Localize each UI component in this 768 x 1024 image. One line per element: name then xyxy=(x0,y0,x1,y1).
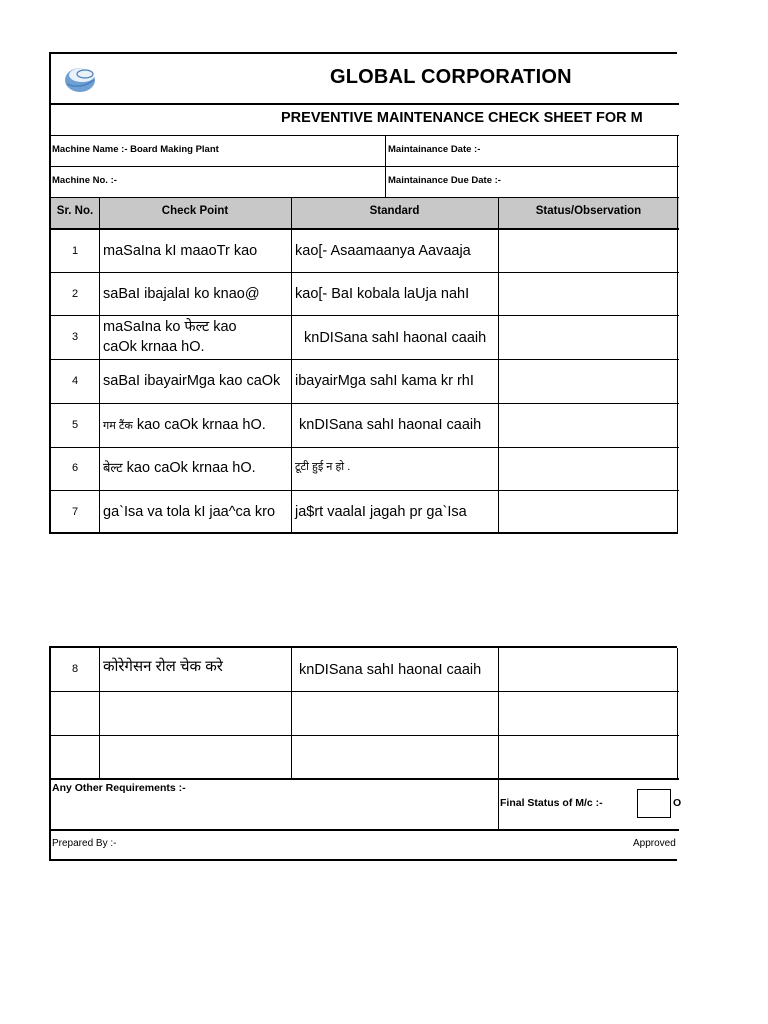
machine-no-label: Machine No. :- xyxy=(52,175,117,186)
row-check-point: ga`Isa va tola kI jaa^ca kro xyxy=(103,504,276,520)
row-sr-no: 3 xyxy=(71,331,79,343)
machine-name-label: Machine Name :- Board Making Plant xyxy=(52,144,219,155)
col-header-status: Status/Observation xyxy=(535,205,642,217)
row-sr-no: 2 xyxy=(71,288,79,300)
row-status-cell[interactable] xyxy=(499,404,677,447)
row-check-point: saBaI ibayairMga kao caOk xyxy=(103,373,281,389)
row-status-cell[interactable] xyxy=(499,230,677,272)
row-check-point: कोरेगेसन रोल चेक करे xyxy=(103,658,223,675)
other-requirements-label: Any Other Requirements :- xyxy=(52,782,186,794)
final-status-label: Final Status of M/c :- xyxy=(500,797,603,809)
row-check-point-line1: maSaIna ko फेल्ट kao xyxy=(103,319,237,335)
maintenance-due-date-label: Maintainance Due Date :- xyxy=(388,175,501,186)
row-check-point-text: kao caOk krnaa hO. xyxy=(122,460,256,476)
row-status-cell[interactable] xyxy=(499,448,677,490)
final-status-checkbox[interactable] xyxy=(637,789,671,818)
sheet-title: PREVENTIVE MAINTENANCE CHECK SHEET FOR M xyxy=(281,110,643,126)
row-sr-no: 6 xyxy=(71,462,79,474)
row-check-point xyxy=(100,416,291,434)
check-sheet-bottom xyxy=(49,646,682,861)
row-status-cell[interactable] xyxy=(499,316,677,359)
row-sr-no: 5 xyxy=(71,419,79,431)
table-row[interactable] xyxy=(51,736,679,778)
row-sr-no: 1 xyxy=(71,245,79,257)
row-status-cell[interactable] xyxy=(499,273,677,315)
approved-by-label: Approved xyxy=(633,838,676,849)
maintenance-date-label: Maintainance Date :- xyxy=(388,144,481,155)
row-check-point-text: kao caOk krnaa hO. xyxy=(132,417,266,433)
row-sr-no: 7 xyxy=(71,506,79,518)
col-header-sr-no: Sr. No. xyxy=(56,205,94,217)
row-standard: kao[- Asaamaanya Aavaaja xyxy=(295,243,471,259)
row-standard: knDISana sahI haonaI caaih xyxy=(299,417,482,433)
row-standard: kao[- BaI kobala laUja nahI xyxy=(295,286,470,302)
row-sr-no: 8 xyxy=(71,663,79,675)
row-sr-no: 4 xyxy=(71,375,79,387)
final-status-option-label: O xyxy=(673,797,682,809)
row-standard: knDISana sahI haonaI caaih xyxy=(299,662,482,678)
company-logo-icon xyxy=(61,60,99,94)
row-standard: knDISana sahI haonaI caaih xyxy=(304,330,487,346)
col-header-check-point: Check Point xyxy=(161,205,229,217)
row-check-point xyxy=(100,459,291,477)
row-check-point: saBaI ibajalaI ko knao@ xyxy=(103,286,260,302)
col-header-standard: Standard xyxy=(369,205,420,217)
row-standard: ibayairMga sahI kama kr rhI xyxy=(295,373,474,389)
row-check-point-line2: caOk krnaa hO. xyxy=(103,339,205,355)
row-standard: टूटी हुई न हो . xyxy=(295,461,351,473)
prepared-by-label: Prepared By :- xyxy=(52,838,117,849)
row-standard: ja$rt vaalaI jagah pr ga`Isa xyxy=(295,504,467,520)
row-status-cell[interactable] xyxy=(499,491,677,534)
table-row[interactable] xyxy=(51,692,679,735)
row-check-point-hindi: गम टैंक xyxy=(103,420,133,432)
row-status-cell[interactable] xyxy=(499,648,677,691)
check-sheet-top xyxy=(49,52,677,534)
company-name: GLOBAL CORPORATION xyxy=(330,66,572,88)
row-status-cell[interactable] xyxy=(499,360,677,403)
row-check-point: maSaIna kI maaoTr kao xyxy=(103,243,258,259)
row-check-point-hindi: बेल्ट xyxy=(103,460,123,475)
